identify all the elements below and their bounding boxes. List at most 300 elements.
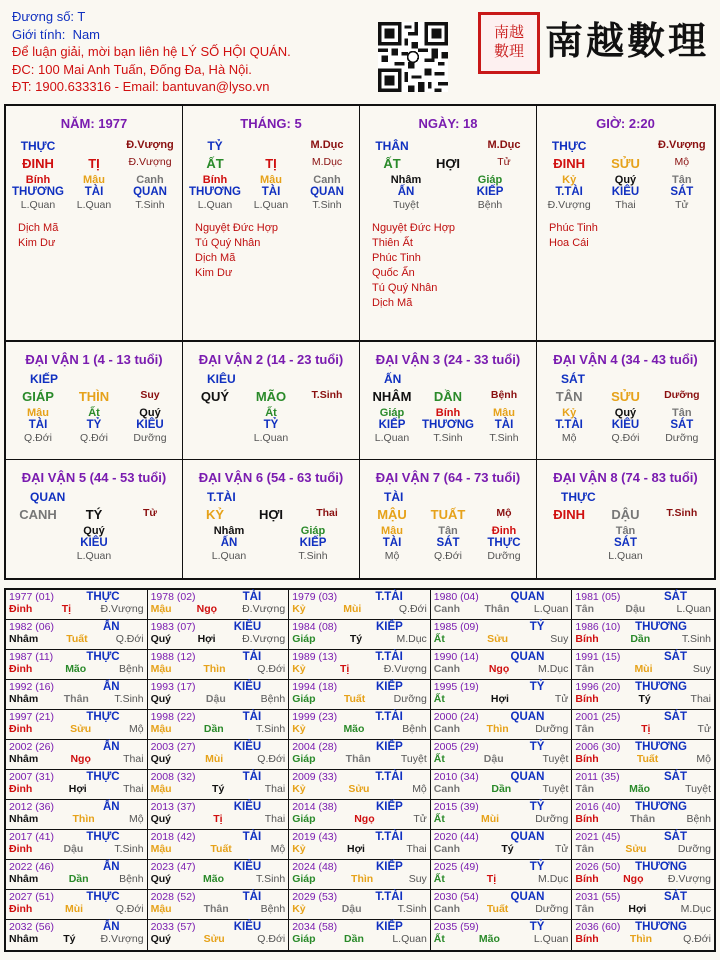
period-stem-branch-row [10,389,178,404]
year-god: THƯƠNG [635,861,687,873]
year-branch: Thìn [486,723,509,735]
period-hidden-stages-row [10,432,178,444]
year-branch: Dậu [483,753,504,765]
year-branch: Mùi [634,663,653,675]
period-god: KIẾP [30,372,59,386]
year-label: 1980 (04) [433,591,479,603]
year-cell [6,830,148,860]
year-stage: Dưỡng [535,723,569,735]
year-label: 2027 (51) [9,891,54,903]
hidden-stem: Tân [672,407,692,419]
year-stage: Mộ [412,783,427,795]
hidden-god: TÀI [261,186,281,198]
hidden-stage: Dưỡng [133,432,167,444]
hidden-stem: Tân [672,174,692,186]
period-god: QUAN [30,490,66,504]
year-stem: Tân [575,783,595,795]
year-branch: Dậu [63,843,84,855]
year-stage: M.Dục [396,633,427,645]
period-god: THỰC [561,490,596,504]
hidden-stem: Canh [136,174,164,186]
contact-line-3: ĐT: 1900.633316 - Email: bantuvan@lyso.vn [12,79,270,94]
year-branch: Dậu [205,693,226,705]
year-god: KIÊU [233,801,262,813]
owner-label: Đương số: [12,9,75,24]
period-branch: HỢI [258,507,284,522]
hidden-stems-row [10,174,178,186]
year-stage: T.Sinh [256,723,286,735]
year-cell [572,710,714,740]
year-label: 2020 (44) [433,831,479,843]
period-title: ĐẠI VẬN 3 (24 - 33 tuổi) [375,352,521,367]
year-label: 2033 (57) [150,921,196,933]
year-cell [289,860,431,890]
period-hidden-gods-row [10,419,178,431]
contact-line-1: Để luận giải, mời bạn liên hệ LÝ SỐ HỘI QUÁN. [12,44,291,59]
year-branch: Ngọ [623,873,644,885]
year-stage: Mộ [128,723,144,735]
year-branch: Tuất [636,753,659,765]
year-label: 1990 (14) [433,651,479,663]
year-branch: Thìn [351,873,374,885]
year-god: ẤN [102,741,120,753]
year-label: 2036 (60) [575,921,621,933]
year-stem: Tân [575,903,595,915]
year-stage: Thai [264,813,286,825]
year-cell [572,770,714,800]
year-branch: Dậu [625,603,646,615]
year-branch: Thân [630,813,656,825]
hidden-stage: Q.Đới [434,550,462,562]
hidden-stems-row [541,174,710,186]
hidden-gods-row [187,186,355,198]
year-stage: Đ.Vượng [100,933,144,945]
year-branch: Tị [486,873,497,885]
year-branch: Mão [629,783,651,795]
year-branch: Dần [630,633,651,645]
year-stage: T.Sinh [114,693,144,705]
year-branch: Hợi [490,693,509,705]
star-item: Tú Quý Nhân [195,237,261,249]
hidden-stem: Giáp [300,525,326,537]
year-label: 2017 (41) [9,831,54,843]
pillar-gods-row [364,139,532,153]
year-stage: M.Dục [680,903,711,915]
major-periods-grid [4,342,716,580]
year-label: 2031 (55) [575,891,621,903]
year-label: 1991 (15) [575,651,621,663]
year-cell [148,830,290,860]
hidden-stage: L.Quan [253,199,289,211]
year-label: 2003 (27) [150,741,196,753]
star-item: Phúc Tinh [372,252,421,264]
year-stage: Suy [692,663,711,675]
year-cell [148,770,290,800]
year-stem: Tân [575,723,595,735]
hidden-gods-row [10,186,178,198]
year-stem: Nhâm [9,693,39,705]
year-label: 1998 (22) [150,711,196,723]
period-branch: MÃO [255,389,287,404]
hidden-god: THƯƠNG [422,419,474,431]
hidden-stems-row [364,174,532,186]
pillars-grid [4,104,716,342]
period-hidden-gods-row [364,537,532,549]
year-cell [6,920,148,950]
year-cell [6,590,148,620]
period-title: ĐẠI VẬN 7 (64 - 73 tuổi) [375,470,521,485]
stem-stage: M.Dục [310,139,344,151]
red-seal: 南越數理 [478,12,540,74]
year-stage: L.Quan [533,933,569,945]
year-branch: Hợi [628,903,647,915]
pillar-stem-branch-row [10,156,178,171]
period-hidden-gods-row [187,537,355,549]
year-stage: Đ.Vượng [242,633,286,645]
earthly-branch: HỢI [435,156,461,171]
year-branch: Thìn [72,813,95,825]
year-stage: T.Sinh [255,873,286,885]
hidden-stem: Mậu [381,525,403,537]
year-cell [431,590,573,620]
period-stage: Tử [142,507,158,519]
hidden-god: TÀI [28,419,48,431]
period-title: ĐẠI VẬN 6 (54 - 63 tuổi) [198,470,344,485]
year-label: 1988 (12) [150,651,196,663]
year-stage: Bệnh [686,813,711,825]
year-stem: Canh [433,903,461,915]
year-branch: Thân [203,903,229,915]
pillar-title: NĂM: 1977 [60,116,128,131]
year-god: ẤN [102,801,120,813]
year-cell [572,620,714,650]
year-stem: Đinh [9,903,33,915]
hidden-god: ẤN [220,537,238,549]
major-period-2 [183,342,360,460]
period-stage: Thai [316,507,338,519]
year-cell [6,740,148,770]
period-title: ĐẠI VẬN 2 (14 - 23 tuổi) [198,352,344,367]
hidden-god: TÀI [84,186,104,198]
year-branch: Hợi [68,783,87,795]
year-god: KIÊU [233,921,262,933]
year-stem: Kỷ [292,723,306,735]
year-label: 2000 (24) [433,711,479,723]
year-label: 2004 (28) [292,741,338,753]
branch-stage: M.Dục [311,156,343,168]
year-stem: Đinh [9,783,33,795]
year-stage: Tuyệt [542,753,569,765]
year-stem: Nhâm [9,753,39,765]
star-item: Quốc Ấn [372,267,415,279]
hidden-god: QUAN [133,186,167,198]
year-god: TÀI [242,771,262,783]
year-label: 2019 (43) [292,831,338,843]
year-branch: Tý [501,843,514,855]
pillar-gods-row [541,139,710,153]
hidden-stage: L.Quan [374,432,410,444]
major-period-7 [360,460,537,578]
year-branch: Mão [65,663,87,675]
year-cell [431,890,573,920]
year-god: TỶ [529,621,545,633]
year-cell [289,620,431,650]
star-item: Kim Dư [195,267,233,279]
period-stage: Mộ [496,507,512,519]
hidden-god: KIÊU [611,419,640,431]
hidden-stage: T.Sinh [433,432,463,444]
hidden-stage: L.Quan [197,199,233,211]
period-god: KIÊU [207,372,236,386]
year-stage: Q.Đới [115,903,144,915]
hidden-stage: L.Quan [608,550,643,562]
year-stage: Q.Đới [683,933,711,945]
period-hidden-row [541,407,710,419]
year-stem: Ất [433,753,445,765]
hidden-stage: T.Sinh [312,199,342,211]
year-god: THƯƠNG [635,741,687,753]
year-god: QUAN [510,831,545,843]
year-stage: Thai [123,783,144,795]
period-branch: DẬU [611,507,640,522]
year-god: SÁT [664,651,687,663]
year-cell [6,680,148,710]
period-hidden-gods-row [187,419,355,431]
period-stage: T.Sinh [311,389,343,401]
hidden-stage: L.Quan [211,550,247,562]
year-god: THỰC [86,831,120,843]
year-stem: Đinh [9,603,33,615]
hidden-god: TÀI [382,537,402,549]
period-hidden-stages-row [541,550,710,562]
gender-label: Giới tính: [12,26,66,42]
year-stage: Suy [550,633,569,645]
year-branch: Thìn [629,933,652,945]
year-branch: Tý [349,633,363,645]
hidden-stage: Đ.Vượng [547,199,591,211]
year-god: SÁT [664,831,687,843]
year-branch: Tị [641,723,651,735]
hidden-stages-row [541,199,710,211]
year-stem: Bính [575,933,599,945]
year-label: 1984 (08) [292,621,338,633]
earthly-branch: TỊ [265,156,277,171]
year-stage: Mộ [128,813,144,825]
hidden-stage: Tử [675,199,689,211]
year-god: TỶ [529,741,545,753]
year-branch: Hợi [347,843,365,855]
hidden-stem: Quý [83,525,105,537]
hidden-stem: Ất [88,407,100,419]
year-label: 1997 (21) [9,711,54,723]
hidden-god: THƯƠNG [12,186,64,198]
year-stage: L.Quan [533,603,569,615]
year-branch: Tuất [486,903,509,915]
earthly-branch: SỬU [611,156,640,171]
year-cell [431,650,573,680]
period-hidden-stages-row [541,432,710,444]
stem-stage: Đ.Vượng [126,139,174,151]
year-label: 2026 (50) [575,861,621,873]
year-cell [289,800,431,830]
year-label: 1992 (16) [9,681,54,693]
hidden-god: T.TÀI [555,186,583,198]
year-stage: Bệnh [119,663,144,675]
year-branch: Dần [68,873,89,885]
year-god: KIÊU [233,621,262,633]
year-cell [431,830,573,860]
year-branch: Tý [212,783,225,795]
period-hidden-row [364,525,532,537]
year-cell [289,740,431,770]
year-god: QUAN [510,591,545,603]
year-stem: Quý [150,753,172,765]
year-stem: Tân [575,843,595,855]
year-stem: Mậu [150,903,172,915]
hidden-god: THƯƠNG [189,186,241,198]
year-branch: Mùi [481,813,500,825]
year-stem: Kỷ [292,903,306,915]
year-stage: Tử [413,813,427,825]
year-god: KIÊU [233,861,262,873]
year-stage: Dưỡng [535,813,569,825]
year-branch: Mùi [205,753,224,765]
period-stem: TÂN [555,389,583,404]
year-stage: Đ.Vượng [667,873,711,885]
heavenly-stem: ĐINH [22,156,54,171]
pillar-1 [183,106,360,340]
period-stem-branch-row [541,389,710,404]
branch-stage: Tử [497,156,511,168]
year-branch: Dần [203,723,224,735]
heavenly-stem: ẤT [383,156,401,171]
star-item: Nguyệt Đức Hợp [372,222,456,234]
hidden-stem: Đinh [491,525,517,537]
year-label: 2022 (46) [9,861,54,873]
year-stage: Q.Đới [257,933,286,945]
period-hidden-row [187,407,355,419]
hidden-god: SÁT [670,419,694,431]
period-hidden-row [187,525,355,537]
year-god: SÁT [664,711,687,723]
year-stage: Mộ [696,753,711,765]
header-info [12,8,291,96]
hidden-stage: Q.Đới [611,432,640,444]
hidden-god: SÁT [670,186,694,198]
hidden-stem: Bính [202,174,228,186]
year-stem: Ất [433,873,445,885]
year-stage: Tuyệt [400,753,427,765]
year-branch: Mão [203,873,224,885]
hidden-stages-row [364,199,532,211]
year-stem: Canh [433,663,461,675]
year-stage: Q.Đới [257,753,286,765]
hidden-stage: L.Quan [253,432,289,444]
year-stage: Q.Đới [257,663,286,675]
year-cell [148,740,290,770]
year-label: 2001 (25) [575,711,621,723]
year-god: TÀI [242,651,262,663]
year-branch: Sửu [203,933,225,945]
year-stage: Tuyệt [685,783,711,795]
year-god: TỶ [529,921,545,933]
year-stage: Q.Đới [398,603,427,615]
year-god: THỰC [86,711,120,723]
year-label: 2016 (40) [575,801,621,813]
star-item: Kim Dư [18,237,56,249]
year-stem: Đinh [9,843,33,855]
stem-stage: M.Dục [487,139,521,151]
year-god: T.TÀI [375,591,403,603]
period-stem: KỶ [205,507,225,522]
hidden-stage: Mộ [561,432,577,444]
hidden-stem: Ất [265,407,277,419]
heavenly-stem: ĐINH [553,156,586,171]
year-god: ẤN [102,621,120,633]
hidden-god: ẤN [397,186,415,198]
year-stem: Canh [433,723,461,735]
year-cell [6,860,148,890]
year-stage: L.Quan [676,603,711,615]
owner-value: T [77,9,86,24]
year-cell [431,920,573,950]
hidden-stem: Mậu [83,174,105,186]
hidden-god: SÁT [614,537,637,549]
year-stem: Giáp [292,753,316,765]
year-branch: Mùi [64,903,84,915]
major-period-8 [537,460,714,578]
hidden-stage: T.Sinh [298,550,328,562]
period-title: ĐẠI VẬN 4 (34 - 43 tuổi) [553,352,698,367]
year-god: QUAN [510,711,545,723]
period-hidden-row [10,407,178,419]
heavenly-god: THỰC [20,139,56,153]
year-god: KIẾP [375,741,403,753]
year-stem: Bính [575,753,599,765]
period-hidden-gods-row [541,419,710,431]
pillar-gods-row [187,139,355,153]
hidden-stage: T.Sinh [135,199,165,211]
year-cell [6,710,148,740]
year-stage: Thai [406,843,427,855]
period-hidden-row [10,525,178,537]
stem-stage: Đ.Vượng [658,139,706,151]
year-cell [289,920,431,950]
year-stem: Canh [433,783,461,795]
hidden-stem: Bính [25,174,51,186]
star-item: Nguyệt Đức Hợp [195,222,279,234]
year-stage: Thai [264,783,286,795]
period-hidden-stages-row [187,432,355,444]
year-branch: Mão [343,723,365,735]
year-branch: Sửu [348,783,370,795]
year-branch: Tuất [66,633,88,645]
year-label: 1983 (07) [150,621,196,633]
hidden-god: QUAN [310,186,344,198]
year-stem: Ất [433,633,445,645]
year-label: 1977 (01) [9,591,54,603]
period-branch: DẦN [433,389,463,404]
year-stem: Quý [150,933,172,945]
year-stage: Bệnh [260,693,286,705]
year-god: QUAN [510,651,545,663]
period-hidden-gods-row [541,537,710,549]
hidden-stages-row [187,199,355,211]
year-stem: Giáp [292,633,316,645]
year-god: ẤN [102,921,120,933]
period-branch: THÌN [78,389,110,404]
period-branch: TUẤT [430,507,466,522]
